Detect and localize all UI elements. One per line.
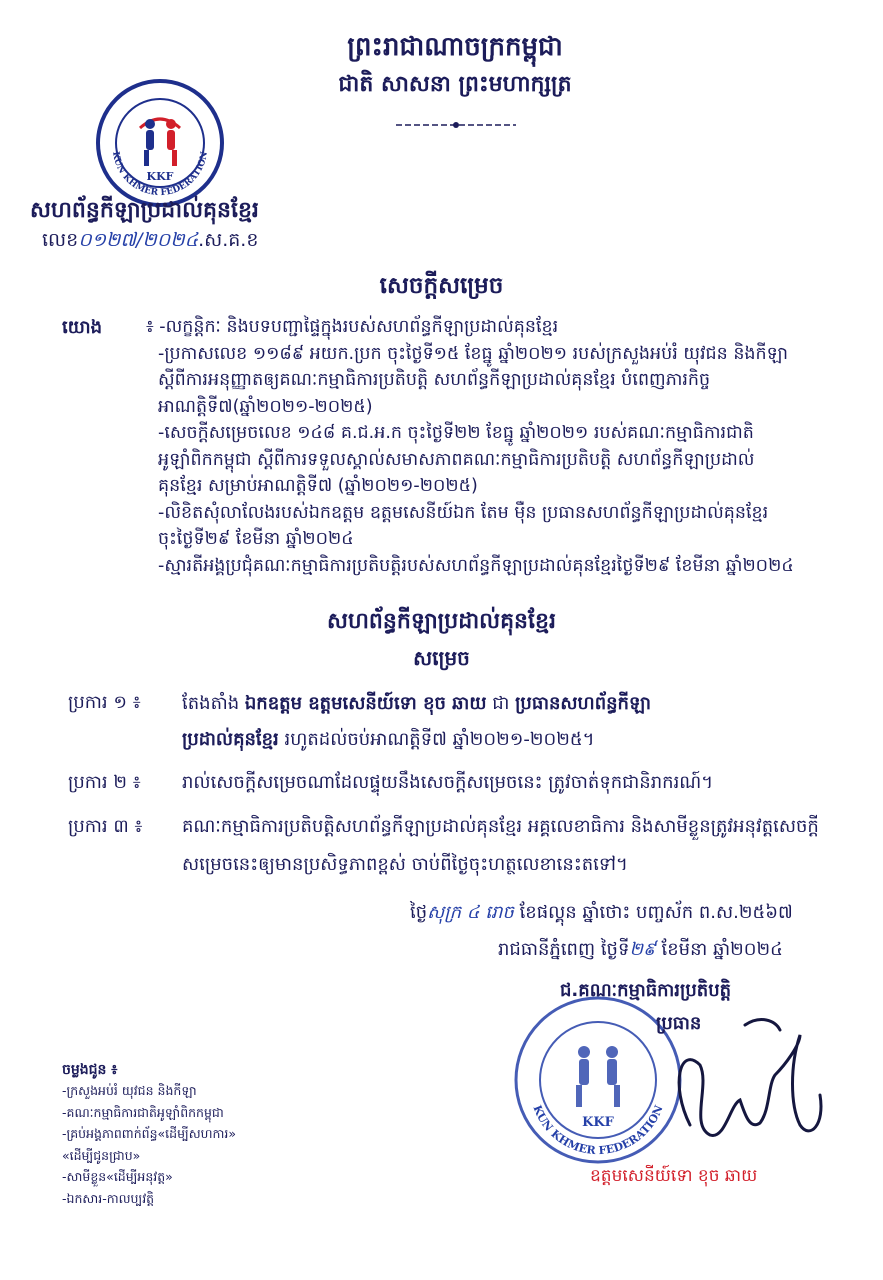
appointee-name: ឯកឧត្តម ឧត្តមសេនីយ៍ទោ ខុច ឆាយ bbox=[244, 693, 487, 714]
logo-text: KUN KHMER FEDERATION bbox=[110, 150, 210, 199]
considering-item: -សេចក្តីសម្រេចលេខ ១៤៨ គ.ជ.អ.ក ចុះថ្ងៃទី២២ ខែធ្នូ ឆ្នាំ២០២១ របស់គណៈកម្មាធិការជាតិ bbox=[158, 423, 754, 443]
decides-heading: សម្រេច bbox=[413, 646, 470, 670]
logo-abbr: KKF bbox=[146, 170, 174, 183]
article-3-label: ប្រការ ៣ ៖ bbox=[68, 816, 143, 837]
cc-item: -គ្រប់អង្គភាពពាក់ព័ន្ធ«ដើម្បីសហការ» bbox=[62, 1126, 237, 1141]
article-1-label: ប្រការ ១ ៖ bbox=[68, 692, 141, 713]
cc-title: ចម្លងជូន ៖ bbox=[62, 1062, 118, 1078]
appointee-title-cont: ប្រដាល់គុនខ្មែរ bbox=[182, 729, 279, 750]
considering-item: ស្តីពីការអនុញ្ញាតឲ្យគណៈកម្មាធិការប្រតិបត្តិ សហព័ន្ធកីឡាប្រដាល់គុនខ្មែរ បំពេញភារកិច្ច bbox=[158, 370, 711, 390]
cc-item: -ក្រសួងអប់រំ យុវជន និងកីឡា bbox=[62, 1083, 197, 1098]
considering-item: ៖ -លក្ខន្តិកៈ និងបទបញ្ជាផ្ទៃក្នុងរបស់សហព័ន្ធកីឡាប្រដាល់គុនខ្មែរ bbox=[146, 317, 559, 337]
cc-item: -ឯកសារ-កាលប្បវត្តិ bbox=[62, 1190, 155, 1206]
ref-suffix: .ស.គ.ខ bbox=[198, 229, 259, 251]
article-3-line: គណៈកម្មាធិការប្រតិបត្តិសហព័ន្ធកីឡាប្រដាល់គុនខ្មែរ អគ្គលេខាធិការ និងសាមីខ្លួនត្រូវអនុវត្តសេចក្តី bbox=[182, 816, 819, 837]
seal-text: KUN KHMER FEDERATION bbox=[530, 1103, 666, 1158]
lunar-date-rest: ខែផល្គុន ឆ្នាំថោះ បញ្ចស័ក ព.ស.២៥៦៧ bbox=[519, 902, 793, 923]
article-1-text bbox=[182, 687, 862, 757]
considering-item: អាណត្តិទី៧(ឆ្នាំ២០២១-២០២៥) bbox=[158, 396, 373, 417]
signatory-body: ជ.គណៈកម្មាធិការប្រតិបត្តិ bbox=[560, 980, 732, 1001]
federation-logo bbox=[95, 78, 225, 208]
ref-number: ០១២៧/២០២៤ bbox=[78, 229, 199, 251]
considering-item: -ស្មារតីអង្គប្រជុំគណៈកម្មាធិការប្រតិបត្តិរបស់សហព័ន្ធកីឡាប្រដាល់គុនខ្មែរថ្ងៃទី២៩ ខែមីនា ឆ្នាំ២០២៤ bbox=[158, 555, 794, 576]
federation-heading: សហព័ន្ធកីឡាប្រដាល់គុនខ្មែរ bbox=[327, 609, 556, 634]
lunar-date-handwritten: សុក្រ ៤ រោច bbox=[427, 902, 514, 923]
solar-date-prefix: រាជធានីភ្នំពេញ ថ្ងៃទី bbox=[498, 939, 630, 960]
article-1-text-part: ជា bbox=[486, 693, 516, 714]
signatory-role: ប្រធាន bbox=[656, 1013, 702, 1034]
considering-item: ចុះថ្ងៃទី២៩ ខែមីនា ឆ្នាំ២០២៤ bbox=[158, 529, 354, 549]
lunar-date bbox=[410, 900, 793, 927]
article-1-text-part: តែងតាំង bbox=[182, 693, 245, 714]
ref-prefix: លេខ bbox=[42, 229, 79, 251]
appointee-title: ប្រធានសហព័ន្ធកីឡា bbox=[515, 693, 651, 714]
national-motto: ជាតិ សាសនា ព្រះមហាក្សត្រ bbox=[338, 72, 572, 97]
article-2-text: រាល់សេចក្តីសម្រេចណាដែលផ្ទុយនឹងសេចក្តីសម្រេចនេះ ត្រូវចាត់ទុកជានិរាករណ៍។ bbox=[182, 772, 714, 793]
solar-date bbox=[498, 937, 783, 964]
cc-item: «ដើម្បីជូនជ្រាប» bbox=[62, 1147, 141, 1163]
signer-name: ឧត្តមសេនីយ៍ទោ ខុច ឆាយ bbox=[590, 1166, 758, 1186]
article-3-text bbox=[182, 810, 862, 882]
considering-list bbox=[146, 314, 866, 579]
cc-item: -សាមីខ្លួន«ដើម្បីអនុវត្ត» bbox=[62, 1169, 173, 1184]
solar-date-rest: ខែមីនា ឆ្នាំ២០២៤ bbox=[661, 939, 783, 960]
ornament-divider bbox=[396, 120, 516, 130]
considering-item: អូឡាំពិកកម្ពុជា ស្តីពីការទទួលស្គាល់សមាសភាពគណៈកម្មាធិការប្រតិបត្តិ សហព័ន្ធកីឡាប្រដាល់ bbox=[158, 449, 755, 470]
considering-item: គុនខ្មែរ សម្រាប់អាណត្តិទី៧ (ឆ្នាំ២០២១-២០២៥) bbox=[158, 476, 478, 496]
kingdom-heading: ព្រះរាជាណាចក្រកម្ពុជា bbox=[347, 32, 563, 62]
lunar-date-prefix: ថ្ងៃ bbox=[410, 902, 428, 923]
article-1-text-part: រហូតដល់ចប់អាណត្តិទី៧ ឆ្នាំ២០២១-២០២៥។ bbox=[278, 729, 595, 750]
decision-title: សេចក្តីសម្រេច bbox=[379, 273, 504, 299]
handwritten-signature bbox=[650, 1005, 830, 1155]
svg-text:KUN KHMER FEDERATION bbox=[530, 1103, 665, 1157]
cc-list bbox=[62, 1080, 236, 1209]
solar-date-handwritten: ២៩ bbox=[629, 939, 656, 960]
article-2-label: ប្រការ ២ ៖ bbox=[68, 772, 141, 793]
cc-item: -គណៈកម្មាធិការជាតិអូឡាំពិកកម្ពុជា bbox=[62, 1104, 224, 1120]
considering-item: -ប្រកាសលេខ ១១៨៩ អយក.ប្រក ចុះថ្ងៃទី១៥ ខែធ្នូ ឆ្នាំ២០២១ របស់ក្រសួងអប់រំ យុវជន និងកីឡា bbox=[158, 343, 788, 364]
considering-label: យោង bbox=[62, 317, 102, 338]
organization-name: សហព័ន្ធកីឡាប្រដាល់គុនខ្មែរ bbox=[30, 198, 259, 223]
seal-abbr: KKF bbox=[582, 1115, 614, 1130]
considering-item: -លិខិតសុំលាលែងរបស់ឯកឧត្តម ឧត្តមសេនីយ៍ឯក តែម ម៉ឺន ប្រធានសហព័ន្ធកីឡាប្រដាល់គុនខ្មែរ bbox=[158, 502, 769, 523]
article-3-line: សម្រេចនេះឲ្យមានប្រសិទ្ធភាពខ្ពស់ ចាប់ពីថ្ងៃចុះហត្ថលេខានេះតទៅ។ bbox=[182, 854, 628, 875]
reference-number bbox=[42, 228, 258, 256]
